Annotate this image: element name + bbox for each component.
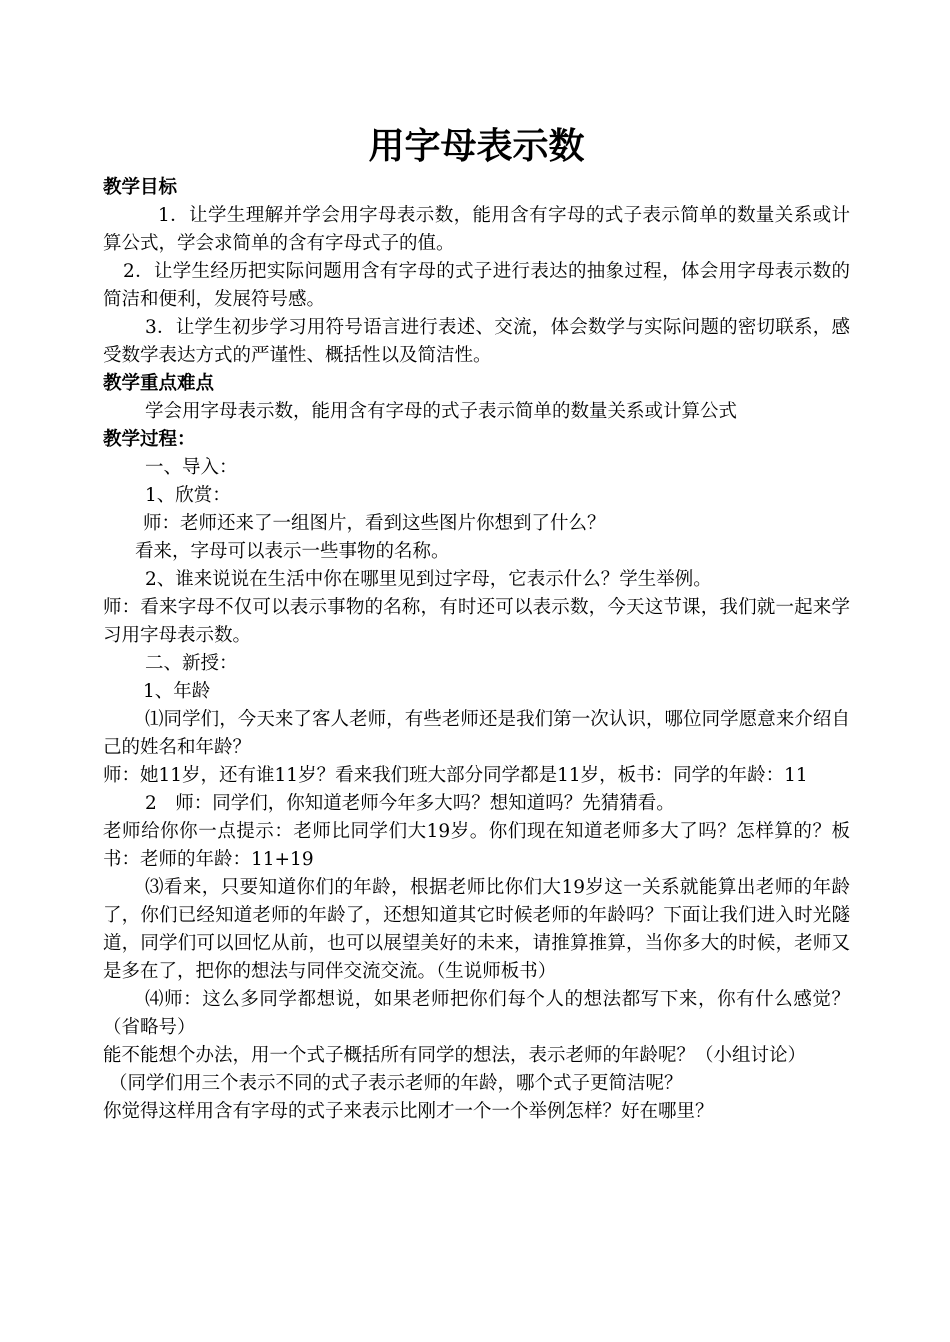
- paragraph-step-2: 2 师：同学们，你知道老师今年多大吗？想知道吗？先猜猜看。: [145, 793, 675, 814]
- paragraph-comparison: 你觉得这样用含有字母的式子来表示比刚才一个一个举例怎样？好在哪里？: [103, 1101, 714, 1122]
- paragraph-letters-names: 看来，字母可以表示一些事物的名称。: [135, 541, 450, 562]
- paragraph-step-1: ⑴同学们，今天来了客人老师，有些老师还是我们第一次认识，哪位同学愿意来介绍自己的姓名和年龄？: [103, 709, 850, 758]
- paragraph-teacher-pictures: 师：老师还来了一组图片，看到这些图片你想到了什么？: [143, 513, 606, 534]
- paragraph-step-4: ⑷师：这么多同学都想说，如果老师把你们每个人的想法都写下来，你有什么感觉？（省略号）: [103, 989, 850, 1038]
- paragraph-intro: 一、导入：: [145, 457, 238, 478]
- paragraph-appreciate: 1、欣赏：: [145, 485, 231, 506]
- paragraph-hint: 老师给你你一点提示：老师比同学们大19岁。你们现在知道老师多大了吗？怎样算的？板书：老师的年龄：11+19: [103, 821, 850, 870]
- paragraph-group-discussion: 能不能想个办法，用一个式子概括所有同学的想法，表示老师的年龄呢？（小组讨论）: [103, 1045, 807, 1066]
- paragraph-student-age: 师：她11岁，还有谁11岁？看来我们班大部分同学都是11岁，板书：同学的年龄：11: [103, 765, 808, 786]
- objective-2: 2．让学生经历把实际问题用含有字母的式子进行表达的抽象过程，体会用字母表示数的简洁和便利，发展符号感。: [103, 261, 850, 310]
- paragraph-letters-numbers: 师：看来字母不仅可以表示事物的名称，有时还可以表示数，今天这节课，我们就一起来学习用字母表示数。: [103, 597, 850, 646]
- heading-process: 教学过程：: [103, 429, 196, 450]
- paragraph-letters-life: 2、谁来说说在生活中你在哪里见到过字母，它表示什么？学生举例。: [145, 569, 712, 590]
- document-body: [103, 174, 850, 1126]
- heading-objectives: 教学目标: [103, 177, 178, 198]
- paragraph-expressions: （同学们用三个表示不同的式子表示老师的年龄，哪个式子更简洁呢？: [109, 1073, 683, 1094]
- objective-3: 3．让学生初步学习用符号语言进行表述、交流，体会数学与实际问题的密切联系，感受数学表达方式的严谨性、概括性以及简洁性。: [103, 317, 850, 366]
- paragraph-age: 1、年龄: [143, 681, 211, 702]
- paragraph-new-lesson: 二、新授：: [145, 653, 238, 674]
- paragraph-step-3: ⑶看来，只要知道你们的年龄，根据老师比你们大19岁这一关系就能算出老师的年龄了，你们已经知道老师的年龄了，还想知道其它时候老师的年龄吗？下面让我们进入时光隧道，同学们可以回忆从前，也可以展望美好的未来，请推算推算，当你多大的时候，老师又是多在了，把你的想法与同伴交流交流。（生说师板书）: [103, 877, 850, 982]
- key-points-text: 学会用字母表示数，能用含有字母的式子表示简单的数量关系或计算公式: [145, 401, 738, 422]
- document-title: 用字母表示数: [368, 126, 585, 167]
- objective-1: 1．让学生理解并学会用字母表示数，能用含有字母的式子表示简单的数量关系或计算公式，学会求简单的含有字母式子的值。: [103, 205, 850, 254]
- heading-key-points: 教学重点难点: [103, 373, 215, 394]
